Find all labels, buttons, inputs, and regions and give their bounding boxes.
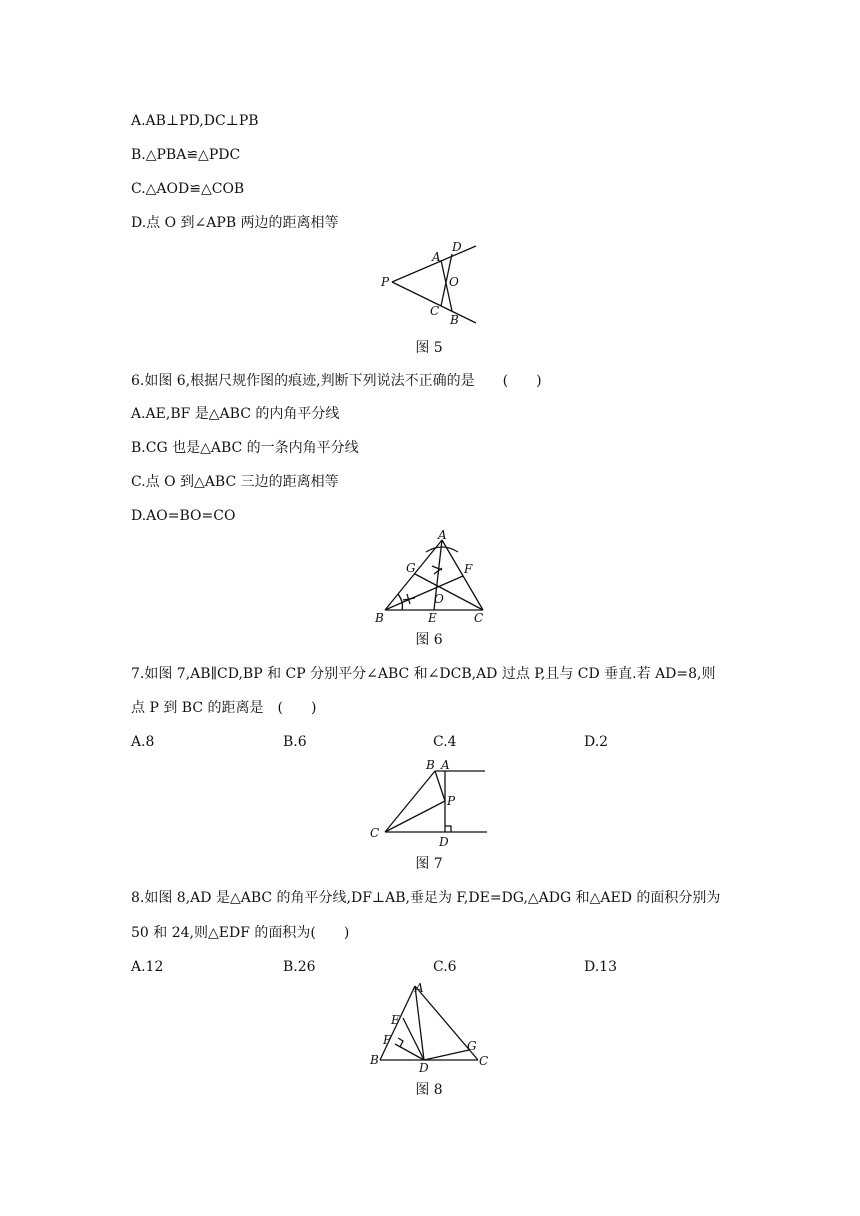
q6-option-d: D.AO=BO=CO <box>131 508 236 524</box>
fig6-mark-1 <box>432 566 442 574</box>
fig5-label-a: A <box>432 250 441 264</box>
q8-stem-line-2: 50 和 24,则△EDF 的面积为( ) <box>131 925 350 941</box>
fig8-label-c: C <box>479 1054 489 1068</box>
q6-stem: 6.如图 6,根据尺规作图的痕迹,判断下列说法不正确的是 ( ) <box>131 373 542 389</box>
fig8-label-a: A <box>415 981 424 995</box>
q5-option-c: C.△AOD≌△COB <box>131 181 245 197</box>
fig8-label-d: D <box>419 1061 429 1075</box>
fig6-label-b: B <box>375 611 384 625</box>
figure-5-caption: 图 5 <box>415 340 443 356</box>
q7-option-d: D.2 <box>584 734 609 750</box>
fig6-arc-left <box>398 594 403 610</box>
figure-6 <box>370 530 500 630</box>
fig7-label-c: C <box>370 826 380 840</box>
fig5-label-c: C <box>430 304 440 318</box>
q7-option-b: B.6 <box>283 734 307 750</box>
fig8-label-g: G <box>467 1039 477 1053</box>
fig6-label-g: G <box>406 561 416 575</box>
q7-stem-line-2: 点 P 到 BC 的距离是 ( ) <box>131 700 317 716</box>
fig7-label-d: D <box>439 835 449 849</box>
fig8-label-e: E <box>391 1013 400 1027</box>
fig8-bisector-ad <box>415 986 424 1060</box>
q7-option-a: A.8 <box>131 734 155 750</box>
q5-option-a: A.AB⊥PD,DC⊥PB <box>131 113 259 129</box>
fig7-label-p: P <box>447 794 456 808</box>
figure-6-caption: 图 6 <box>415 632 443 648</box>
fig7-label-a: A <box>441 758 450 772</box>
figure-8 <box>365 978 495 1073</box>
fig7-segment-bc <box>385 771 435 832</box>
fig6-label-f: F <box>464 562 473 576</box>
fig6-label-c: C <box>474 611 484 625</box>
q6-option-c: C.点 O 到△ABC 三边的距离相等 <box>131 474 339 490</box>
q6-option-a: A.AE,BF 是△ABC 的内角平分线 <box>131 406 340 422</box>
q6-option-b: B.CG 也是△ABC 的一条内角平分线 <box>131 440 359 456</box>
q8-stem-line-1: 8.如图 8,AD 是△ABC 的角平分线,DF⊥AB,垂足为 F,DE=DG,△ADG 和△AED 的面积分别为 <box>131 890 721 906</box>
fig7-right-angle-mark <box>445 826 451 832</box>
q8-option-c: C.6 <box>433 959 457 975</box>
fig6-mark-2 <box>403 594 415 604</box>
figure-8-caption: 图 8 <box>415 1082 443 1098</box>
fig7-segment-cp <box>385 801 445 832</box>
fig7-segment-bp <box>435 771 445 801</box>
fig6-arc-top <box>426 547 458 552</box>
fig8-segment-dg <box>424 1050 469 1060</box>
fig5-label-b: B <box>450 313 459 327</box>
fig6-label-o: O <box>434 592 444 606</box>
figure-5 <box>370 238 490 333</box>
fig5-label-p: P <box>381 275 390 289</box>
fig5-label-o: O <box>449 275 459 289</box>
q8-option-d: D.13 <box>584 959 617 975</box>
fig5-label-d: D <box>452 240 462 254</box>
figure-7 <box>365 755 495 855</box>
q8-option-a: A.12 <box>131 959 164 975</box>
fig8-label-b: B <box>370 1053 379 1067</box>
q8-option-b: B.26 <box>283 959 316 975</box>
fig6-label-a: A <box>438 528 447 542</box>
q7-stem-line-1: 7.如图 7,AB∥CD,BP 和 CP 分别平分∠ABC 和∠DCB,AD 过点 P,且与 CD 垂直.若 AD=8,则 <box>131 666 716 682</box>
fig8-label-f: F <box>383 1033 392 1047</box>
figure-7-caption: 图 7 <box>415 856 443 872</box>
q5-option-b: B.△PBA≌△PDC <box>131 147 241 163</box>
fig6-label-e: E <box>428 611 437 625</box>
fig7-label-b: B <box>426 758 435 772</box>
q5-option-d: D.点 O 到∠APB 两边的距离相等 <box>131 215 339 231</box>
q7-option-c: C.4 <box>433 734 457 750</box>
